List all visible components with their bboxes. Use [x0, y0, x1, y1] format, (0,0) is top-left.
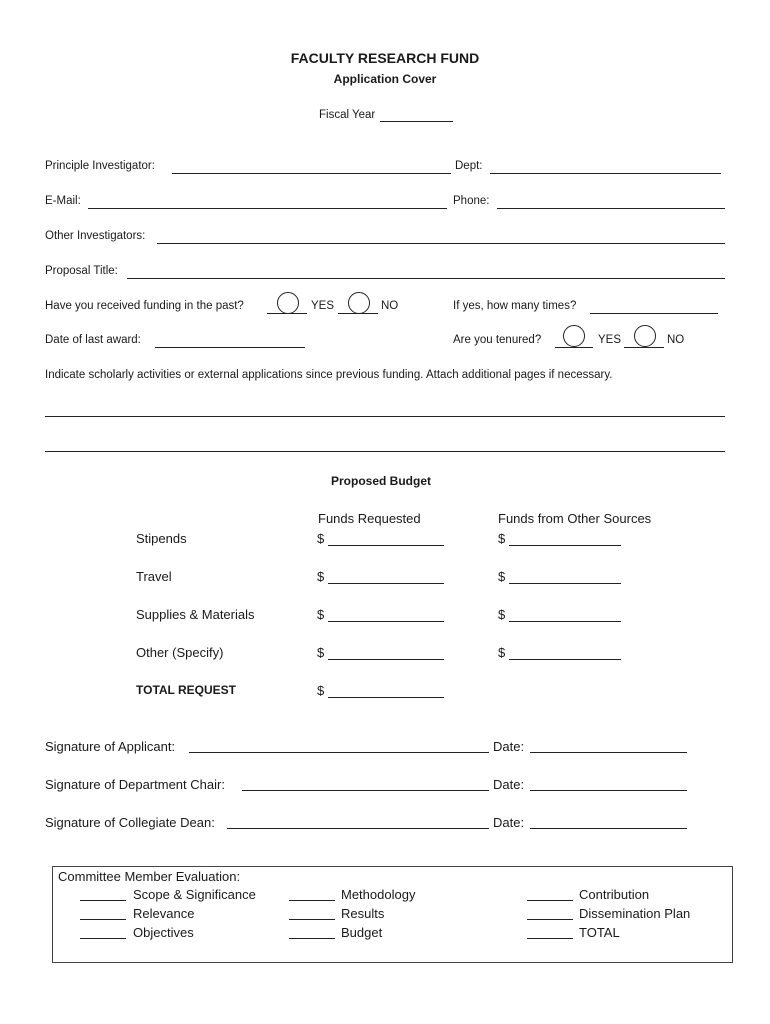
other-other-field[interactable] [509, 659, 621, 660]
sig-chair-date-field[interactable] [530, 790, 687, 791]
email-field[interactable] [88, 208, 447, 209]
eval-item: Relevance [133, 906, 195, 921]
currency-symbol: $ [317, 683, 325, 698]
sig-chair-label: Signature of Department Chair: [45, 777, 225, 792]
tenured-yes-line [555, 347, 593, 348]
currency-symbol: $ [317, 645, 325, 660]
eval-item: Scope & Significance [133, 887, 256, 902]
funding-yes-label: YES [311, 300, 335, 312]
tenured-no-radio[interactable] [634, 325, 656, 347]
funding-yes-radio[interactable] [277, 292, 299, 314]
supplies-requested-field[interactable] [328, 621, 444, 622]
budget-row-label: Supplies & Materials [136, 607, 255, 622]
date-label: Date: [493, 777, 525, 792]
currency-symbol: $ [498, 645, 506, 660]
currency-symbol: $ [317, 569, 325, 584]
proposal-title-label: Proposal Title: [45, 265, 118, 277]
eval-item: Results [341, 906, 385, 921]
total-requested-field[interactable] [328, 697, 444, 698]
activities-line-2[interactable] [45, 451, 725, 452]
stipends-requested-field[interactable] [328, 545, 444, 546]
sig-dean-field[interactable] [227, 828, 489, 829]
date-label: Date: [493, 739, 525, 754]
funding-no-label: NO [381, 300, 399, 312]
eval-item: Objectives [133, 925, 194, 940]
pi-label: Principle Investigator: [45, 160, 155, 172]
evaluation-heading: Committee Member Evaluation: [58, 869, 241, 884]
how-many-field[interactable] [590, 313, 718, 314]
proposal-title-field[interactable] [127, 278, 725, 279]
fiscal-year-label: Fiscal Year [319, 109, 376, 121]
eval-score-field[interactable] [80, 900, 126, 901]
other-investigators-label: Other Investigators: [45, 230, 146, 242]
tenured-no-label: NO [667, 334, 685, 346]
phone-label: Phone: [453, 195, 490, 207]
sig-applicant-date-field[interactable] [530, 752, 687, 753]
travel-requested-field[interactable] [328, 583, 444, 584]
tenured-yes-radio[interactable] [563, 325, 585, 347]
stipends-other-field[interactable] [509, 545, 621, 546]
col-funds-requested: Funds Requested [318, 511, 421, 526]
form-subtitle: Application Cover [333, 72, 437, 86]
eval-item: Budget [341, 925, 383, 940]
budget-row-label: Travel [136, 569, 172, 584]
pi-field[interactable] [172, 173, 451, 174]
activities-line-1[interactable] [45, 416, 725, 417]
email-label: E-Mail: [45, 195, 81, 207]
activities-label: Indicate scholarly activities or external applications since previous funding. Attach additional pages if necessary. [45, 369, 613, 381]
last-award-label: Date of last award: [45, 334, 141, 346]
currency-symbol: $ [498, 569, 506, 584]
currency-symbol: $ [498, 531, 506, 546]
sig-applicant-field[interactable] [189, 752, 489, 753]
eval-item: Contribution [579, 887, 650, 902]
how-many-label: If yes, how many times? [453, 300, 577, 312]
currency-symbol: $ [317, 607, 325, 622]
eval-item: Dissemination Plan [579, 906, 691, 921]
eval-score-field[interactable] [527, 900, 573, 901]
budget-row-label: Stipends [136, 531, 187, 546]
funding-no-radio[interactable] [348, 292, 370, 314]
currency-symbol: $ [317, 531, 325, 546]
dept-field[interactable] [490, 173, 721, 174]
eval-score-field[interactable] [80, 919, 126, 920]
eval-item: Methodology [341, 887, 416, 902]
eval-score-field[interactable] [289, 919, 335, 920]
col-funds-other: Funds from Other Sources [498, 511, 652, 526]
eval-score-field[interactable] [527, 938, 573, 939]
sig-dean-label: Signature of Collegiate Dean: [45, 815, 215, 830]
phone-field[interactable] [497, 208, 725, 209]
budget-heading: Proposed Budget [331, 474, 432, 488]
dept-label: Dept: [455, 160, 483, 172]
eval-score-field[interactable] [289, 938, 335, 939]
eval-item: TOTAL [579, 925, 620, 940]
form-title: FACULTY RESEARCH FUND [290, 50, 480, 66]
date-label: Date: [493, 815, 525, 830]
eval-score-field[interactable] [527, 919, 573, 920]
fiscal-year-field[interactable] [380, 121, 453, 122]
last-award-field[interactable] [155, 347, 305, 348]
currency-symbol: $ [498, 607, 506, 622]
eval-score-field[interactable] [289, 900, 335, 901]
eval-score-field[interactable] [80, 938, 126, 939]
sig-dean-date-field[interactable] [530, 828, 687, 829]
other-investigators-field[interactable] [157, 243, 725, 244]
travel-other-field[interactable] [509, 583, 621, 584]
supplies-other-field[interactable] [509, 621, 621, 622]
budget-total-label: TOTAL REQUEST [136, 683, 237, 697]
sig-applicant-label: Signature of Applicant: [45, 739, 176, 754]
other-requested-field[interactable] [328, 659, 444, 660]
sig-chair-field[interactable] [242, 790, 489, 791]
funding-past-label: Have you received funding in the past? [45, 300, 244, 312]
tenured-yes-label: YES [598, 334, 622, 346]
budget-row-label: Other (Specify) [136, 645, 224, 660]
tenured-no-line [624, 347, 664, 348]
tenured-label: Are you tenured? [453, 334, 542, 346]
